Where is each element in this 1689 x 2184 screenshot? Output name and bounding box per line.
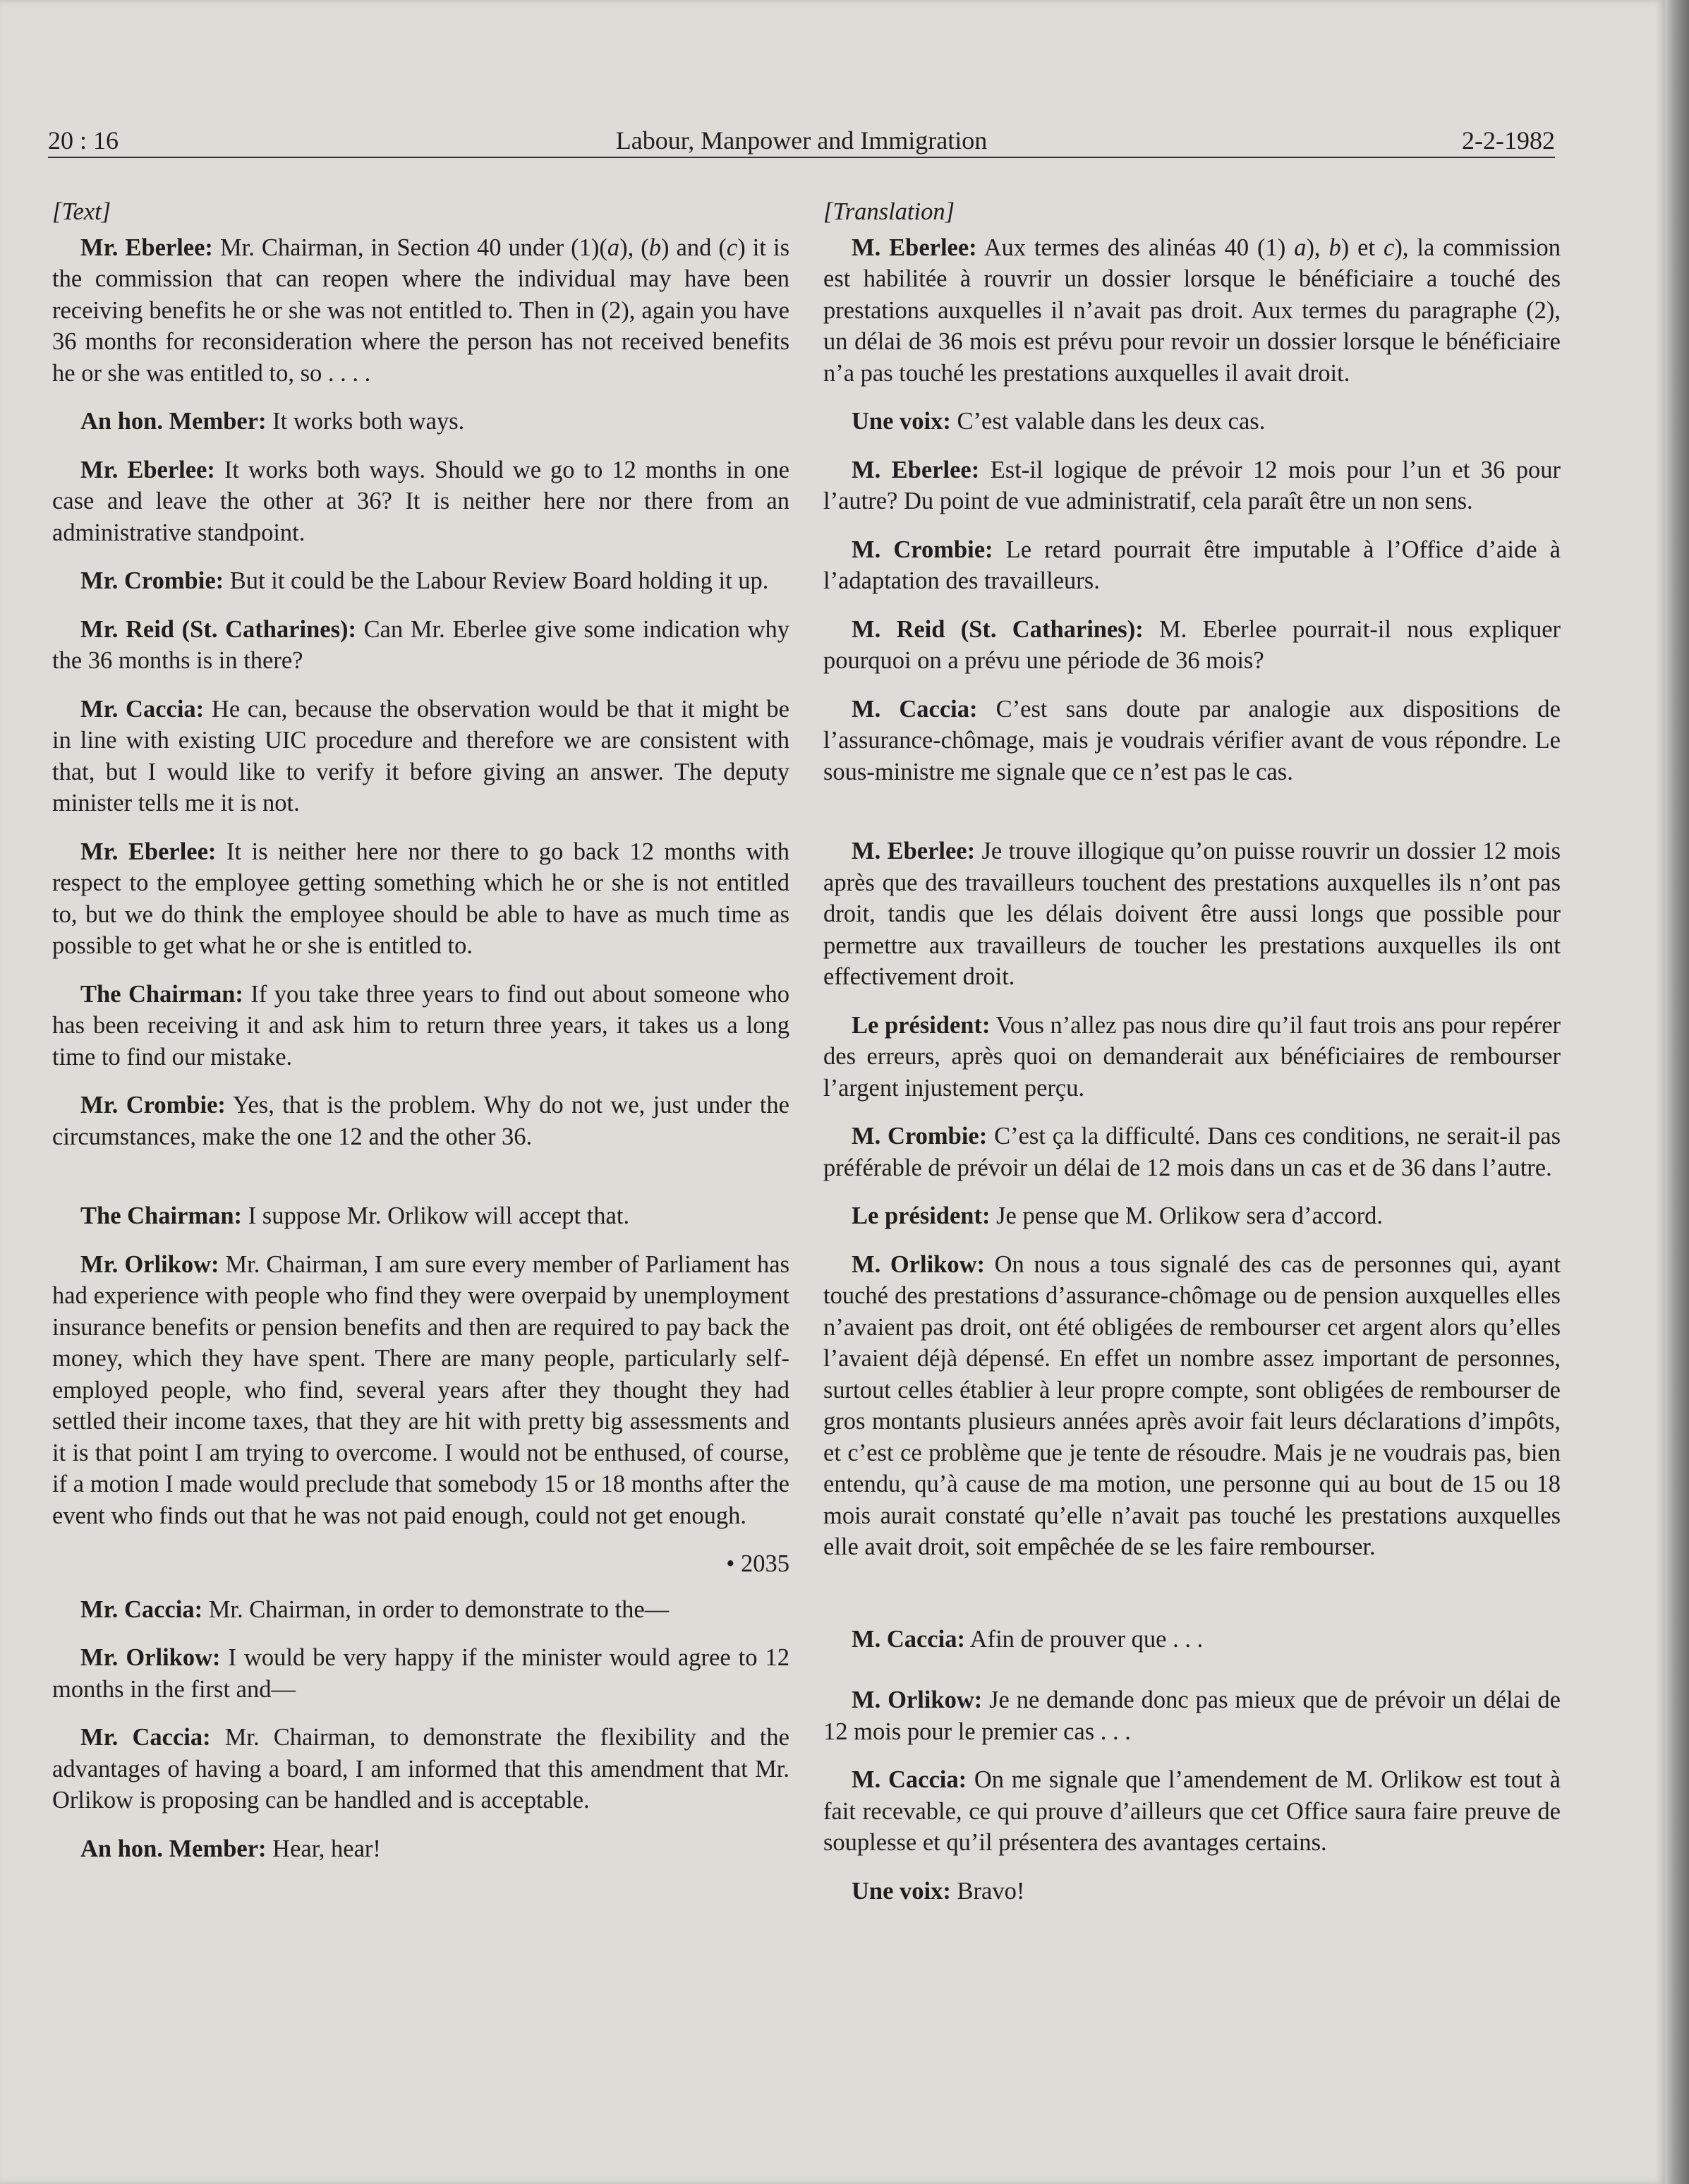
speech-paragraph: An hon. Member: It works both ways. [80, 408, 465, 435]
speech-paragraph: M. Orlikow: Je ne demande donc pas mieux que de prévoir un délai de 12 mois pour le premier cas . . . [823, 1687, 1561, 1745]
speaker-name: An hon. Member: [80, 1835, 267, 1862]
speaker-name: Une voix: [852, 408, 951, 435]
speaker-name: M. Caccia: [852, 695, 978, 723]
header-title: Labour, Manpower and Immigration [615, 126, 988, 155]
page-binding-edge [1665, 0, 1689, 2184]
speech-paragraph: Mr. Eberlee: It is neither here nor there to go back 12 months with respect to the employee getting something which he or she is not entitled to, but we do think the employee should be able to have as much time as possible to get what he or she is entitled to. [52, 838, 789, 959]
speaker-name: An hon. Member: [80, 408, 267, 435]
speaker-name: M. Eberlee: [852, 234, 977, 261]
speech-paragraph: Mr. Crombie: But it could be the Labour Review Board holding it up. [80, 567, 769, 594]
speaker-name: Mr. Crombie: [80, 567, 224, 594]
speech-paragraph: M. Caccia: On me signale que l’amendement de M. Orlikow est tout à fait recevable, ce qui prouve d’ailleurs que cet Office saura faire preuve de souplesse et qu’il présentera des avantages certains. [823, 1766, 1561, 1856]
running-header [48, 123, 1555, 158]
speech-paragraph: M. Eberlee: Aux termes des alinéas 40 (1) a), b) et c), la commission est habilitée à rouvrir un dossier lorsque le bénéficiaire a touché des prestations auxquelles il n’avait pas droit. Aux termes du paragraphe (2), un délai de 36 mois est prévu pour revoir un dossier lorsque le bénéficiaire n’a pas touché les prestations auxquelles il avait droit. [823, 234, 1561, 387]
spacer [823, 1580, 1561, 1611]
speaker-name: M. Crombie: [852, 536, 993, 563]
speaker-name: Mr. Caccia: [80, 695, 205, 723]
speech-paragraph: Le président: Je pense que M. Orlikow sera d’accord. [852, 1202, 1384, 1229]
language-tag-translation: [Translation] [823, 198, 955, 225]
speaker-name: Le président: [852, 1011, 991, 1039]
speaker-name: M. Orlikow: [852, 1687, 983, 1713]
speaker-name: Mr. Orlikow: [80, 1644, 221, 1671]
speaker-name: Le président: [852, 1202, 991, 1229]
speech-paragraph: Mr. Caccia: He can, because the observation would be that it might be in line with existing UIC procedure and therefore we are consistent with that, but I would like to verify it before giving an answer. The deputy minister tells me it is not. [52, 695, 789, 816]
language-tag-text: [Text] [52, 198, 111, 225]
speech-paragraph: The Chairman: I suppose Mr. Orlikow will accept that. [80, 1202, 630, 1229]
speech-paragraph: An hon. Member: Hear, hear! [80, 1835, 381, 1862]
speech-paragraph: Le président: Vous n’allez pas nous dire qu’il faut trois ans pour repérer des erreurs, après quoi on demanderait aux bénéficiaires de rembourser l’argent injustement perçu. [823, 1011, 1561, 1102]
speaker-name: M. Crombie: [852, 1123, 988, 1150]
spacer [823, 804, 1561, 835]
speaker-name: M. Caccia: [852, 1625, 965, 1653]
speech-paragraph: M. Eberlee: Est-il logique de prévoir 12 mois pour l’un et 36 pour l’autre? Du point de vue administratif, cela paraît être un non sens. [823, 456, 1561, 514]
spacer [823, 1611, 1561, 1624]
speaker-name: Mr. Caccia: [80, 1724, 211, 1751]
speech-paragraph: Mr. Orlikow: I would be very happy if the minister would agree to 12 months in the first and— [52, 1644, 789, 1703]
speaker-name: Mr. Crombie: [80, 1092, 226, 1118]
speech-paragraph: M. Crombie: C’est ça la difficulté. Dans ces conditions, ne serait-il pas préférable de prévoir un délai de 12 mois dans un cas et de 36 dans l’autre. [823, 1123, 1561, 1181]
header-date: 2-2-1982 [1462, 126, 1555, 155]
speaker-name: M. Caccia: [852, 1766, 967, 1793]
speaker-name: The Chairman: [80, 980, 243, 1008]
speech-paragraph: Mr. Eberlee: It works both ways. Should we go to 12 months in one case and leave the other at 36? It is neither here nor there from an administrative standpoint. [52, 456, 789, 546]
header-rule [48, 157, 1555, 158]
speech-paragraph: Mr. Caccia: Mr. Chairman, to demonstrate the flexibility and the advantages of having a board, I am informed that this amendment that Mr. Orlikow is proposing can be handled and is acceptable. [52, 1724, 789, 1814]
spacer [52, 1169, 789, 1200]
spacer [823, 1672, 1561, 1684]
speech-paragraph: M. Orlikow: On nous a tous signalé des cas de personnes qui, ayant touché des prestations d’assurance-chômage ou de pension auxquelles elles n’avaient pas droit, ont été obligées de rembourser cet argent alors qu’elles l’avaient déjà dépensé. En effet un nombre assez important de personnes, surtout celles établier à leur propre compte, sont obligées de rembourser de gros montants plusieurs années après avoir fait leurs déclarations d’impôts, et c’est ce problème que je tente de résoudre. Mais je ne voudrais pas, bien entendu, qu’à cause de ma motion, une personne qui au bout de 15 ou 18 mois aurait constaté qu’elle n’avait pas touché les prestations auxquelles elle avait droit, soit empêchée de se les faire rembourser. [823, 1250, 1561, 1560]
speech-paragraph: Une voix: C’est valable dans les deux cas. [852, 408, 1266, 435]
speaker-name: Mr. Orlikow: [80, 1250, 219, 1278]
speaker-name: Mr. Caccia: [80, 1595, 203, 1623]
speech-paragraph: M. Caccia: Afin de prouver que . . . [852, 1625, 1204, 1653]
speech-paragraph: Mr. Eberlee: Mr. Chairman, in Section 40 under (1)(a), (b) and (c) it is the commission that can reopen where the individual may have been receiving benefits he or she was not entitled to. Then in (2), again you have 36 months for reconsideration where the person has not received benefits he or she was entitled to, so . . . . [52, 234, 790, 387]
speaker-name: M. Eberlee: [852, 838, 976, 864]
speech-paragraph: M. Reid (St. Catharines): M. Eberlee pourrait-il nous expliquer pourquoi on a prévu une période de 36 mois? [823, 615, 1561, 674]
french-column [823, 196, 1561, 1924]
speech-paragraph: Mr. Reid (St. Catharines): Can Mr. Eberlee give some indication why the 36 months is in there? [52, 615, 790, 674]
speaker-name: Mr. Eberlee: [80, 234, 213, 261]
english-column [52, 196, 789, 1881]
speech-paragraph: Mr. Orlikow: Mr. Chairman, I am sure every member of Parliament has had experience with people who find they were overpaid by unemployment insurance benefits or pension benefits and then are required to pay back the money, which they have spent. There are many people, particularly self-employed people, who find, several years after they thought they had settled their income taxes, that they are hit with pretty big assessments and it is that point I am trying to overcome. I would not be enthused, of course, if a motion I made would preclude that somebody 15 or 18 months after the event who finds out that he was not paid enough, could not get enough. [52, 1250, 789, 1529]
speaker-name: M. Reid (St. Catharines): [852, 615, 1144, 643]
speech-paragraph: The Chairman: If you take three years to find out about someone who has been receiving it and ask him to return three years, it takes us a long time to find our mistake. [52, 980, 789, 1070]
speaker-name: Une voix: [852, 1877, 951, 1905]
speech-paragraph: Une voix: Bravo! [852, 1877, 1025, 1905]
speaker-name: M. Eberlee: [852, 456, 980, 483]
speech-paragraph: Mr. Crombie: Yes, that is the problem. Why do not we, just under the circumstances, make the one 12 and the other 36. [52, 1092, 789, 1150]
speech-paragraph: M. Crombie: Le retard pourrait être imputable à l’Office d’aide à l’adaptation des travailleurs. [823, 536, 1561, 594]
speaker-name: Mr. Eberlee: [80, 456, 215, 483]
page-folio: 20 : 16 [48, 126, 119, 155]
speech-paragraph: M. Eberlee: Je trouve illogique qu’on puisse rouvrir un dossier 12 mois après que des travailleurs touchent des prestations auxquelles ils n’ont pas droit, tandis que les délais doivent être aussi longs que possible pour permettre aux travailleurs de toucher les prestations auxquelles ils ont effectivement droit. [823, 838, 1561, 990]
speech-paragraph: M. Caccia: C’est sans doute par analogie aux dispositions de l’assurance-chômage, mais je voudrais vérifier avant de vous répondre. Le sous-ministre me signale que ce n’est pas le cas. [823, 695, 1561, 785]
speaker-name: Mr. Eberlee: [80, 838, 217, 865]
speaker-name: The Chairman: [80, 1202, 243, 1229]
speaker-name: M. Orlikow: [852, 1250, 985, 1278]
speaker-name: Mr. Reid (St. Catharines): [80, 615, 356, 643]
time-marker: • 2035 [726, 1550, 789, 1577]
speech-paragraph: Mr. Caccia: Mr. Chairman, in order to demonstrate to the— [80, 1595, 670, 1623]
